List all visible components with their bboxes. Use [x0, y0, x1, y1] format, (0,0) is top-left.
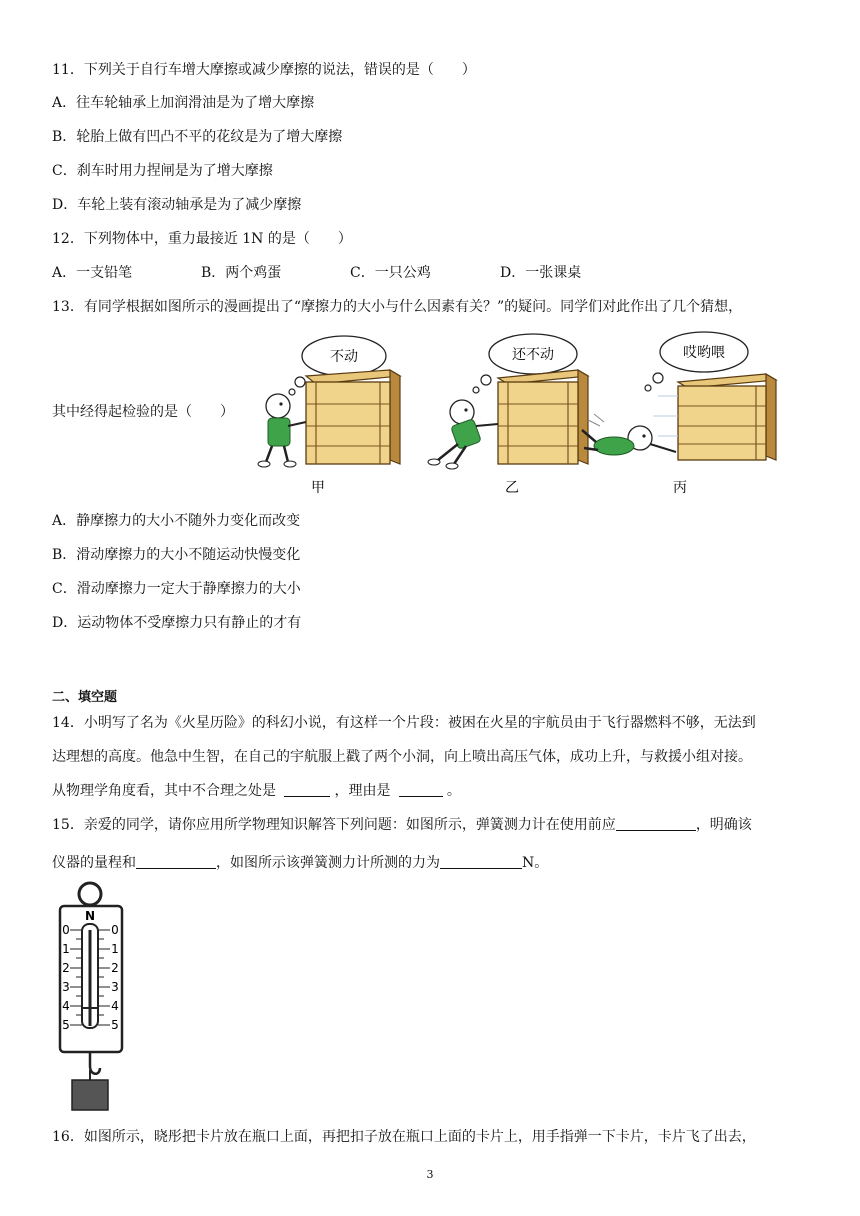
scale-left-3: 3 [62, 980, 70, 994]
q12-option-a: A．一支铅笔 [52, 265, 133, 281]
q13-stem-continued: 其中经得起检验的是（ ） [52, 404, 234, 420]
q11-option-a: A．往车轮轴承上加润滑油是为了增大摩擦 [52, 95, 315, 111]
q12-option-c: C．一只公鸡 [350, 265, 431, 281]
q14-line-3 [52, 781, 461, 801]
q16-line-1: 16．如图所示，晓彤把卡片放在瓶口上面，再把扣子放在瓶口上面的卡片上，用手指弹一下卡片，卡片飞了出去， [52, 1129, 756, 1145]
scale-left-2: 2 [62, 961, 70, 975]
q11-option-d: D．车轮上装有滚动轴承是为了减少摩擦 [52, 197, 302, 213]
scale-right-3: 3 [111, 980, 119, 994]
scale-left-4: 4 [62, 999, 70, 1013]
bubble-yi-text: 还不动 [512, 347, 554, 363]
q13-option-b: B．滑动摩擦力的大小不随运动快慢变化 [52, 547, 301, 563]
q12-option-d: D．一张课桌 [500, 265, 582, 281]
q13-option-a: A．静摩擦力的大小不随外力变化而改变 [52, 513, 301, 529]
q14-blank-1[interactable] [284, 782, 330, 797]
caption-yi: 乙 [505, 480, 519, 496]
scale-right-1: 1 [111, 942, 119, 956]
q15-blank-2[interactable] [136, 854, 216, 869]
cartoon-panel-yi [428, 334, 588, 496]
scale-right-2: 2 [111, 961, 119, 975]
bubble-jia-text: 不动 [330, 349, 358, 365]
q15-line-2 [52, 853, 548, 873]
q15-blank-1[interactable] [616, 816, 696, 831]
page-number: 3 [426, 1168, 434, 1181]
q14-blank-2[interactable] [399, 782, 443, 797]
q14-line-2: 达理想的高度。他急中生智，在自己的宇航服上戳了两个小洞，向上喷出高压气体，成功上升，与救援小组对接。 [52, 749, 752, 765]
q14-text-a: 从物理学角度看，其中不合理之处是 [52, 783, 276, 799]
q13-stem: 13．有同学根据如图所示的漫画提出了“摩擦力的大小与什么因素有关？”的疑问。同学们对此作出了几个猜想， [52, 299, 743, 315]
scale-left-5: 5 [62, 1018, 70, 1032]
section-fill-in-title: 二、填空题 [52, 690, 118, 705]
scale-unit: N [84, 909, 96, 923]
scale-right-0: 0 [111, 923, 119, 937]
q15-text-c: 仪器的量程和 [52, 855, 136, 871]
caption-jia: 甲 [311, 480, 325, 496]
caption-bing: 丙 [673, 480, 687, 496]
q15-text-b: ，明确该 [695, 817, 752, 833]
q15-text-a: 15．亲爱的同学，请你应用所学物理知识解答下列问题：如图所示，弹簧测力计在使用前应 [52, 817, 616, 833]
q15-line-1 [52, 815, 752, 835]
q11-stem: 11．下列关于自行车增大摩擦或减少摩擦的说法，错误的是（ ） [52, 62, 476, 78]
q12-stem: 12．下列物体中，重力最接近 1N 的是（ ） [52, 231, 352, 247]
bubble-bing-text: 哎哟喂 [683, 345, 725, 361]
q13-option-d: D．运动物体不受摩擦力只有静止的才有 [52, 615, 302, 631]
spring-scale-figure [56, 880, 136, 1114]
scale-right-5: 5 [111, 1018, 119, 1032]
q11-option-c: C．刹车时用力捏闸是为了增大摩擦 [52, 163, 273, 179]
scale-right-4: 4 [111, 999, 119, 1013]
cartoon-panel-jia [258, 336, 400, 496]
q15-blank-3[interactable] [440, 854, 522, 869]
q12-option-b: B．两个鸡蛋 [201, 265, 282, 281]
q14-text-c: 。 [446, 783, 461, 799]
scale-left-1: 1 [62, 942, 70, 956]
q13-option-c: C．滑动摩擦力一定大于静摩擦力的大小 [52, 581, 301, 597]
q14-text-b: ，理由是 [334, 783, 391, 799]
q15-text-d: ，如图所示该弹簧测力计所测的力为 [216, 855, 440, 871]
q14-line-1: 14．小明写了名为《火星历险》的科幻小说，有这样一个片段：被困在火星的宇航员由于飞行器燃料不够，无法到 [52, 715, 756, 731]
cartoon-panel-bing [582, 332, 776, 496]
friction-cartoon [248, 326, 788, 500]
q11-option-b: B．轮胎上做有凹凸不平的花纹是为了增大摩擦 [52, 129, 343, 145]
scale-left-0: 0 [62, 923, 70, 937]
q15-text-e: N。 [522, 855, 549, 871]
